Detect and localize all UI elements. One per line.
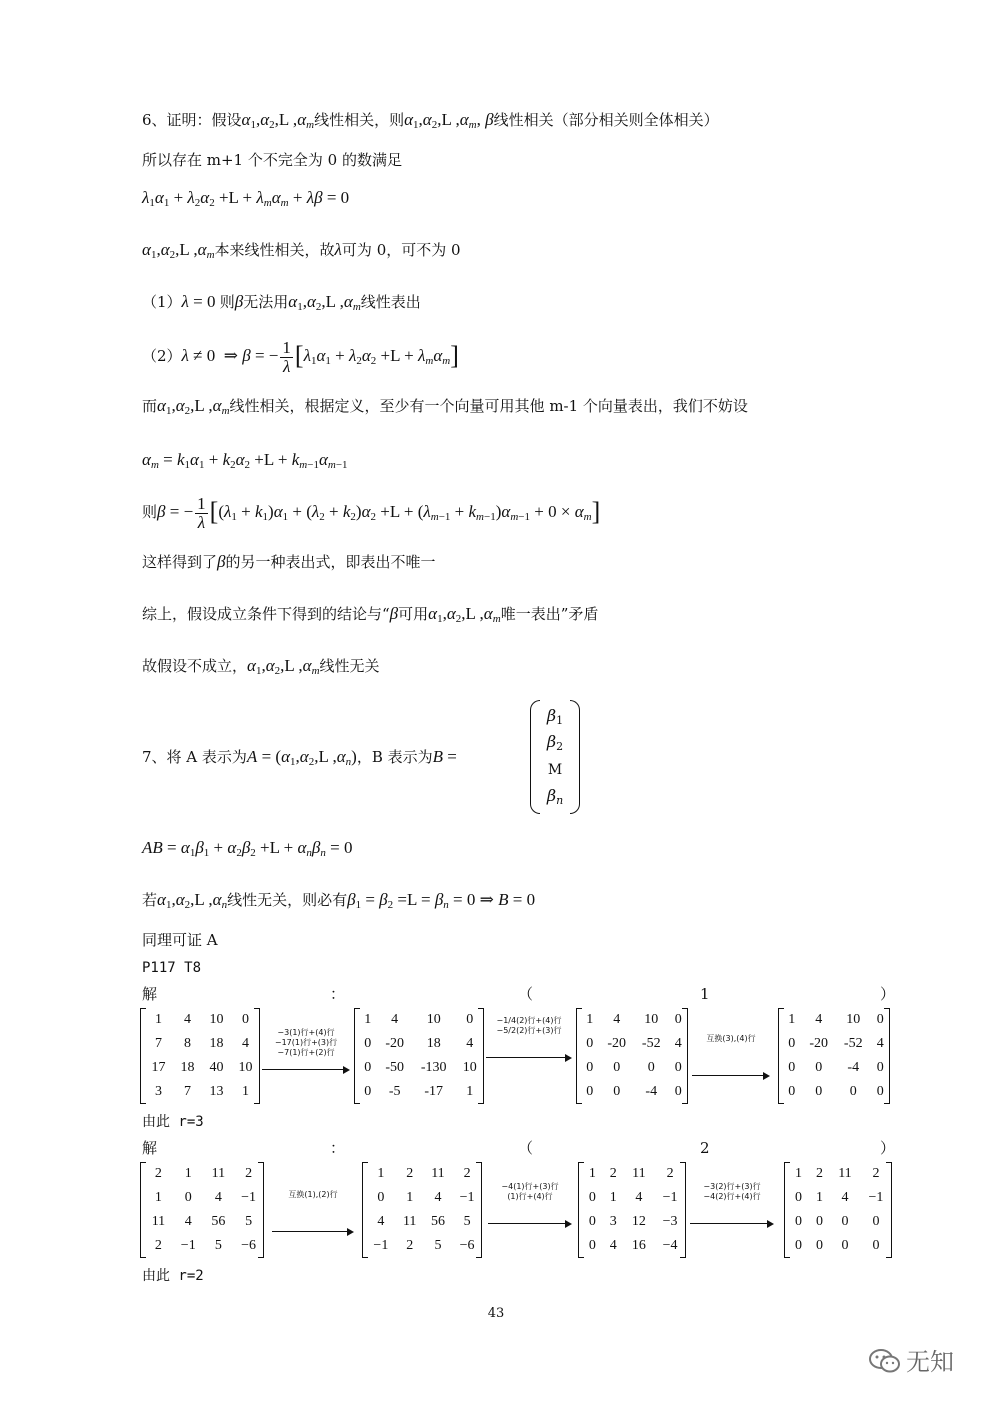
matrix-cell: 2 [406,1238,414,1253]
row-operation-label: 互换(1),(2)行 [288,1190,338,1199]
matrix-cell: 10 [846,1012,861,1027]
matrix-row [782,1056,890,1080]
matrix-cell: -20 [385,1036,404,1051]
matrix-row [788,1162,892,1186]
matrix-cell: -52 [843,1036,863,1051]
p6-case-1: （1）λ = 0 则β无法用$\alpha_1,\alpha_2,L$ $,\alpha_m$线性表出 [142,292,421,313]
matrix-cell: 0 [788,1036,796,1051]
matrix-row [366,1162,482,1186]
row-operation-label: −1/4(2)行+(4)行 [496,1016,562,1025]
matrix-cell: 2 [245,1166,253,1181]
matrix-cell: 1 [815,1190,823,1205]
t8-rank-1: 由此 r=3 [142,1114,204,1130]
matrix-cell: 0 [815,1214,823,1229]
matrix-cell: 0 [377,1190,385,1205]
matrix-cell: 3 [155,1084,162,1099]
matrix-cell: 0 [674,1012,682,1027]
matrix-cell: -20 [607,1036,627,1051]
alpha-list: $\alpha_1,\alpha_2,L$ $,\alpha_m$ [241,110,315,131]
matrix-cell: 0 [674,1060,682,1075]
matrix-row [366,1234,482,1258]
matrix-row [144,1056,260,1080]
matrix-cell: 1 [364,1012,372,1027]
matrix-cell: 1 [155,1012,162,1027]
matrix-cell: 4 [377,1214,385,1229]
matrix-row [358,1008,484,1032]
p6-equation-beta: 则β = − $\frac{1}{\lambda}$ $[(\lambda_1 + k_1)\alpha_1 + (\lambda_2 + k_2)\alpha_2 +L + (\lambda_{m-1} + k_{m-1})\alpha_{m-1} + 0 \times \alpha_m]$ [142,493,601,532]
matrix-cell: 11 [632,1166,646,1181]
matrix-row [582,1186,686,1210]
matrix-cell: -52 [641,1036,661,1051]
matrix-cell: 0 [794,1190,802,1205]
matrix-cell: 5 [434,1238,442,1253]
matrix-cell: 18 [180,1060,195,1075]
matrix-cell: 1 [154,1190,162,1205]
matrix-cell: 0 [586,1036,594,1051]
matrix-row [144,1032,260,1056]
matrix-m1 [140,1008,260,1104]
matrix-cell: -5 [388,1084,401,1099]
matrix-cell: 2 [406,1166,414,1181]
matrix-cell: −1 [868,1190,884,1205]
matrix-cell: 1 [788,1012,796,1027]
matrix-row [144,1008,260,1032]
p7-equation-ab: AB = $\alpha_1\beta_1 + \alpha_2\beta_2 +L + \alpha_n\beta_n = 0$ [142,838,353,859]
matrix-row [366,1210,482,1234]
matrix-cell: 0 [466,1012,474,1027]
matrix-cell: 2 [872,1166,880,1181]
matrix-cell: 4 [613,1012,621,1027]
matrix-row [782,1080,890,1104]
wechat-icon [868,1348,902,1374]
matrix-row [144,1080,260,1104]
matrix-cell: −6 [459,1238,475,1253]
matrix-cell: 5 [245,1214,253,1229]
page-number: 43 [487,1306,505,1321]
matrix-cell: 4 [242,1036,249,1051]
matrix-cell: -50 [385,1060,404,1075]
p6-case-2: （2）λ ≠ 0 ⇒ β = − $\frac{1}{\lambda}$ $[\lambda_1\alpha_1 + \lambda_2\alpha_2 +L + \lambda_m\alpha_m]$ [142,337,459,376]
matrix-cell: 10 [209,1012,224,1027]
matrix-cell: −1 [459,1190,475,1205]
matrix-n1 [140,1162,264,1258]
t8-rank-2: 由此 r=2 [142,1268,204,1284]
row-operation-label: −7(1)行+(2)行 [277,1048,335,1057]
matrix-row [580,1008,688,1032]
matrix-row [582,1162,686,1186]
matrix-cell: 1 [466,1084,474,1099]
row-operation-label: 互换(3),(4)行 [706,1034,756,1043]
matrix-cell: 0 [242,1012,249,1027]
arrow-b3 [690,1182,774,1232]
p7-line-1: 7、将 A 表示为$A = (\alpha_1,\alpha_2,L$ $,\alpha_n$)，B 表示为B = [142,747,457,768]
matrix-row [580,1056,688,1080]
column-vector-b: $\beta_1$ $\beta_2$ M $\beta_n$ [530,700,580,814]
matrix-cell: 12 [631,1214,646,1229]
arrow-a3 [692,1034,770,1084]
arrow-b1 [272,1190,354,1240]
matrix-cell: 2 [609,1166,617,1181]
matrix-cell: 2 [463,1166,471,1181]
matrix-cell: 4 [184,1012,191,1027]
matrix-cell: 0 [815,1060,823,1075]
matrix-cell: 1 [406,1190,414,1205]
row-operation-label: −3(2)行+(3)行 [703,1182,761,1191]
matrix-cell: 0 [613,1084,621,1099]
matrix-row [144,1186,264,1210]
matrix-cell: 10 [644,1012,659,1027]
matrix-cell: -20 [809,1036,829,1051]
matrix-cell: 0 [876,1060,884,1075]
row-operation-label: −5/2(2)行+(3)行 [496,1026,562,1035]
matrix-row [144,1210,264,1234]
row-operation-label: −4(2)行+(4)行 [703,1192,761,1201]
matrix-cell: 0 [364,1084,372,1099]
matrix-cell: 10 [462,1060,477,1075]
matrix-cell: 10 [426,1012,441,1027]
p6-equation-1: $\lambda_1\alpha_1 + \lambda_2\alpha_2 +L + \lambda_m\alpha_m + \lambda\beta = 0$ [142,188,350,209]
matrix-cell: 0 [788,1084,796,1099]
matrix-cell: 0 [841,1214,849,1229]
matrix-cell: 2 [815,1166,823,1181]
matrix-n3 [578,1162,686,1258]
matrix-cell: 0 [876,1012,884,1027]
matrix-cell: 11 [151,1214,166,1229]
matrix-cell: 5 [214,1238,222,1253]
matrix-cell: 11 [402,1214,417,1229]
matrix-cell: 3 [609,1214,617,1229]
p6-equation-alpha-m: $\alpha_m = k_1\alpha_1 + k_2\alpha_2 +L + k_{m-1}\alpha_{m-1}$ [142,450,348,471]
p6-line-2: 所以存在 m+1 个不完全为 0 的数满足 [142,151,402,169]
matrix-m4 [778,1008,890,1104]
matrix-cell: 0 [364,1060,372,1075]
matrix-m3 [576,1008,688,1104]
t8-part1-header: 解 ： （ 1 ） [142,985,896,1003]
matrix-cell: -17 [424,1084,444,1099]
matrix-cell: 0 [794,1214,802,1229]
matrix-cell: 0 [613,1060,621,1075]
matrix-cell: 4 [635,1190,643,1205]
matrix-cell: 0 [872,1214,880,1229]
matrix-cell: 4 [434,1190,442,1205]
matrix-row [582,1234,686,1258]
matrix-cell: 0 [647,1060,655,1075]
matrix-cell: 13 [209,1084,224,1099]
matrix-cell: 10 [238,1060,253,1075]
matrix-row [580,1032,688,1056]
matrix-cell: 0 [815,1084,823,1099]
matrix-row [782,1008,890,1032]
matrix-row [144,1162,264,1186]
matrix-cell: 8 [184,1036,191,1051]
matrix-cell: 11 [431,1166,445,1181]
arrow-a2 [486,1016,572,1066]
matrix-cell: 4 [876,1036,884,1051]
matrix-cell: 0 [588,1238,596,1253]
t8-part2-header: 解 ： （ 2 ） [142,1139,896,1157]
matrix-cell: 4 [466,1036,474,1051]
matrix-cell: 7 [155,1036,162,1051]
matrix-cell: -130 [420,1060,447,1075]
matrix-row [366,1186,482,1210]
matrix-cell: 1 [377,1166,385,1181]
p6-line-1: 6、证明：假设$\alpha_1,\alpha_2,L$ $,\alpha_m$线性相关，则$\alpha_1,\alpha_2,L$ $,\alpha_m$, β线性相关（部分相关则全体相关） [142,110,719,131]
matrix-cell: 4 [214,1190,222,1205]
matrix-cell: 2 [666,1166,674,1181]
matrix-cell: 0 [788,1060,796,1075]
matrix-cell: 1 [242,1084,249,1099]
matrix-cell: 0 [184,1190,192,1205]
matrix-cell: 17 [151,1060,166,1075]
matrix-cell: 2 [154,1238,162,1253]
row-operation-label: −4(1)行+(3)行 [501,1182,559,1191]
p6-line-4: $\alpha_1,\alpha_2,L$ $,\alpha_m$本来线性相关，故λ可为 0，可不为 0 [142,240,461,261]
matrix-cell: 1 [586,1012,594,1027]
p6-line-11: 综上，假设成立条件下得到的结论与“β可用$\alpha_1,\alpha_2,L$ $,\alpha_m$唯一表出”矛盾 [142,604,599,625]
matrix-cell: −1 [180,1238,196,1253]
matrix-row [788,1186,892,1210]
matrix-cell: 0 [794,1238,802,1253]
matrix-cell: −6 [241,1238,257,1253]
matrix-cell: 4 [391,1012,399,1027]
p7-line-3: 若$\alpha_1,\alpha_2,L$ $,\alpha_n$线性无关，则必有$\beta_1 = \beta_2 =L = \beta_n = 0$ ⇒ B = 0 [142,890,536,911]
matrix-cell: 11 [838,1166,852,1181]
matrix-cell: 4 [841,1190,849,1205]
matrix-cell: 0 [364,1036,372,1051]
matrix-cell: 0 [588,1214,596,1229]
matrix-cell: 5 [463,1214,471,1229]
matrix-m2 [354,1008,484,1104]
matrix-cell: 0 [815,1238,823,1253]
matrix-cell: 0 [674,1084,682,1099]
t8-heading: P117 T8 [142,960,202,976]
matrix-cell: 1 [184,1166,192,1181]
arrow-b2 [488,1182,572,1232]
matrix-cell: −1 [373,1238,389,1253]
row-operation-label: (1)行+(4)行 [507,1192,553,1201]
matrix-cell: 4 [184,1214,192,1229]
matrix-row [782,1032,890,1056]
matrix-row [788,1210,892,1234]
matrix-row [144,1234,264,1258]
watermark: 无知 [868,1342,954,1377]
matrix-row [580,1080,688,1104]
matrix-cell: 0 [588,1190,596,1205]
matrix-row [358,1056,484,1080]
matrix-cell: 1 [794,1166,802,1181]
matrix-cell: 0 [876,1084,884,1099]
matrix-row [788,1234,892,1258]
matrix-cell: 4 [609,1238,617,1253]
matrix-cell: 7 [184,1084,191,1099]
matrix-cell: −3 [662,1214,678,1229]
matrix-row [582,1210,686,1234]
row-operation-label: −17(1)行+(3)行 [274,1038,338,1047]
matrix-cell: -4 [847,1060,860,1075]
matrix-cell: 0 [586,1084,594,1099]
matrix-cell: 56 [211,1214,226,1229]
matrix-cell: −1 [241,1190,257,1205]
matrix-cell: −4 [662,1238,678,1253]
matrix-cell: 4 [674,1036,682,1051]
matrix-row [358,1080,484,1104]
matrix-cell: 18 [209,1036,224,1051]
p7-line-4: 同理可证 A [142,931,218,949]
matrix-cell: 4 [815,1012,823,1027]
matrix-cell: 1 [588,1166,596,1181]
matrix-cell: 18 [426,1036,441,1051]
p6-line-12: 故假设不成立，$\alpha_1,\alpha_2,L$ $,\alpha_m$线性无关 [142,656,380,677]
matrix-row [358,1032,484,1056]
matrix-n2 [362,1162,482,1258]
matrix-cell: 0 [586,1060,594,1075]
p6-line-10: 这样得到了β的另一种表出式，即表出不唯一 [142,552,436,571]
matrix-cell: 56 [430,1214,445,1229]
matrix-n4 [784,1162,892,1258]
matrix-cell: 11 [211,1166,226,1181]
matrix-cell: 1 [609,1190,617,1205]
matrix-cell: 0 [849,1084,857,1099]
matrix-cell: 0 [841,1238,849,1253]
matrix-cell: −1 [662,1190,678,1205]
matrix-cell: -4 [645,1084,658,1099]
matrix-cell: 40 [209,1060,224,1075]
matrix-cell: 16 [631,1238,646,1253]
matrix-cell: 2 [154,1166,162,1181]
p6-line-7: 而$\alpha_1,\alpha_2,L$ $,\alpha_m$线性相关，根据定义，至少有一个向量可用其他 m-1 个向量表出，我们不妨设 [142,396,748,417]
arrow-a1 [262,1028,350,1078]
matrix-cell: 0 [872,1238,880,1253]
row-operation-label: −3(1)行+(4)行 [277,1028,335,1037]
